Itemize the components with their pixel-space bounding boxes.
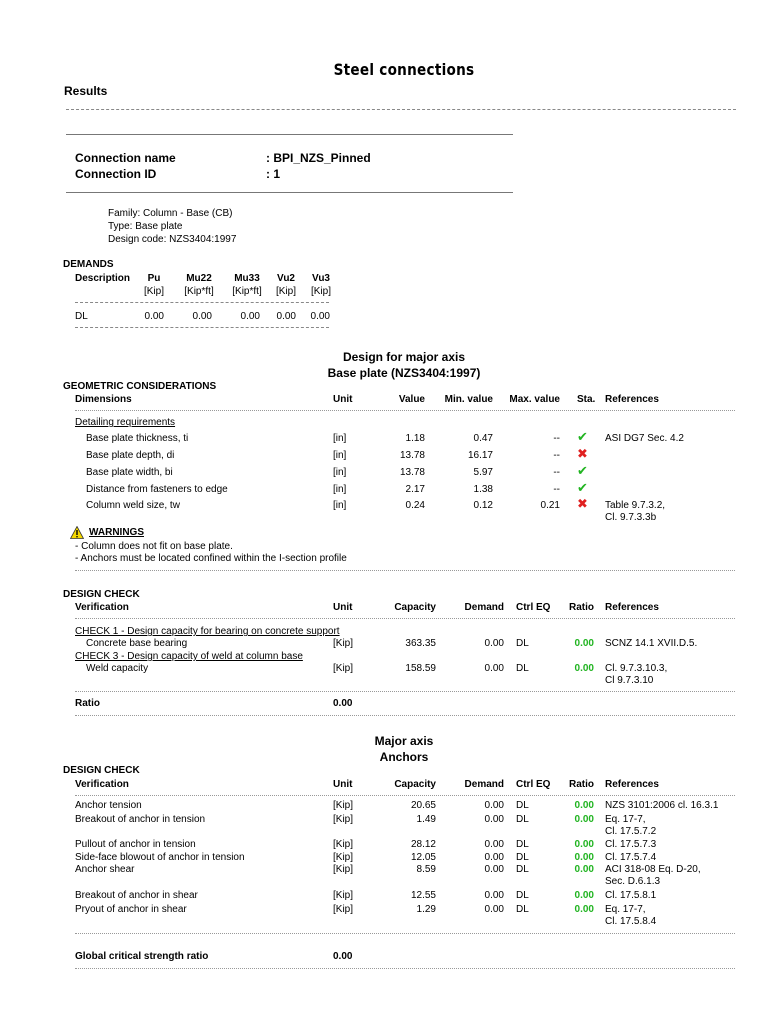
anchor-header-unit: Unit	[333, 779, 353, 790]
divider	[75, 968, 735, 969]
check-reference: Cl 9.7.3.10	[605, 675, 654, 686]
dimension-unit: [in]	[333, 467, 347, 478]
anchor-check-reference: NZS 3101:2006 cl. 16.3.1	[605, 800, 719, 811]
geom-header-status: Sta.	[577, 394, 596, 405]
divider	[75, 570, 735, 571]
anchor-check-demand: 0.00	[484, 839, 504, 850]
major-axis-anchors-title: Major axis	[374, 734, 434, 748]
demands-unit-pu: [Kip]	[143, 286, 164, 297]
geom-header-references: References	[605, 394, 659, 405]
check-mark-icon: ✔	[577, 429, 588, 444]
geom-header-unit: Unit	[333, 394, 353, 405]
demands-unit-mu33: [Kip*ft]	[232, 286, 262, 297]
anchor-check-capacity: 1.29	[416, 904, 436, 915]
divider	[66, 134, 513, 135]
check-ratio: 0.00	[574, 663, 594, 674]
divider	[75, 302, 329, 303]
demands-unit-vu3: [Kip]	[310, 286, 331, 297]
anchor-check-reference: Eq. 17-7,	[605, 814, 646, 825]
major-axis-title: Design for major axis	[342, 350, 466, 364]
anchor-check-demand: 0.00	[484, 852, 504, 863]
demands-header-pu: Pu	[147, 273, 161, 284]
check-unit: [Kip]	[333, 638, 354, 649]
dimension-max: --	[553, 467, 560, 478]
dimension-name: Distance from fasteners to edge	[86, 484, 228, 495]
anchor-header-capacity: Capacity	[394, 779, 436, 790]
ratio-label: Ratio	[75, 698, 100, 709]
dimension-value: 13.78	[399, 467, 425, 478]
anchor-check-reference: Sec. D.6.1.3	[605, 876, 661, 887]
anchor-check-ratio: 0.00	[574, 839, 594, 850]
connection-name-label: Connection name	[75, 151, 176, 165]
dimension-value: 2.17	[405, 484, 425, 495]
anchor-check-name: Side-face blowout of anchor in tension	[75, 852, 245, 863]
design-code-text: Design code: NZS3404:1997	[108, 234, 237, 245]
dimension-name: Column weld size, tw	[86, 500, 180, 511]
dimension-max: 0.21	[540, 500, 560, 511]
anchor-check-ctrl: DL	[516, 890, 529, 901]
check-header-capacity: Capacity	[394, 602, 436, 613]
type-text: Type: Base plate	[108, 221, 183, 232]
anchor-check-demand: 0.00	[484, 864, 504, 875]
anchor-check-name: Anchor shear	[75, 864, 135, 875]
anchor-check-unit: [Kip]	[333, 890, 354, 901]
anchor-check-name: Anchor tension	[75, 800, 142, 811]
anchor-check-unit: [Kip]	[333, 852, 354, 863]
global-ratio-label: Global critical strength ratio	[75, 951, 209, 962]
dimension-unit: [in]	[333, 484, 347, 495]
anchor-check-capacity: 20.65	[410, 800, 436, 811]
dimension-unit: [in]	[333, 450, 347, 461]
demands-header-mu33: Mu33	[234, 273, 260, 284]
warnings-title: WARNINGS	[89, 527, 144, 538]
dimension-unit: [in]	[333, 433, 347, 444]
anchor-header-ratio: Ratio	[569, 779, 594, 790]
demands-unit-vu2: [Kip]	[275, 286, 296, 297]
anchor-header-references: References	[605, 779, 659, 790]
warning-text: - Anchors must be located confined within the I-section profile	[75, 553, 347, 564]
ratio-value: 0.00	[333, 698, 353, 709]
check-header-references: References	[605, 602, 659, 613]
anchor-check-capacity: 12.55	[410, 890, 436, 901]
anchor-header-demand: Demand	[464, 779, 504, 790]
anchor-check-ratio: 0.00	[574, 800, 594, 811]
anchor-check-capacity: 1.49	[416, 814, 436, 825]
anchor-check-ctrl: DL	[516, 800, 529, 811]
demand-cell: 0.00	[192, 311, 212, 322]
demands-unit-mu22: [Kip*ft]	[184, 286, 214, 297]
anchor-check-unit: [Kip]	[333, 814, 354, 825]
warning-icon	[70, 526, 84, 539]
anchor-check-unit: [Kip]	[333, 904, 354, 915]
anchor-check-ratio: 0.00	[574, 864, 594, 875]
dimension-min: 0.47	[473, 433, 493, 444]
demands-header-description: Description	[75, 273, 131, 284]
divider	[75, 618, 735, 619]
page-title: Steel connections	[333, 60, 475, 79]
demands-header-vu2: Vu2	[277, 273, 295, 284]
connection-id-value: : 1	[266, 167, 281, 181]
anchor-check-reference: Cl. 17.5.7.4	[605, 852, 657, 863]
check1-group-label: CHECK 1 - Design capacity for bearing on concrete support	[75, 626, 340, 637]
divider	[75, 933, 735, 934]
divider	[75, 795, 735, 796]
results-heading: Results	[64, 84, 108, 98]
anchor-check-ratio: 0.00	[574, 852, 594, 863]
dimension-max: --	[553, 450, 560, 461]
anchor-check-ratio: 0.00	[574, 814, 594, 825]
check-ctrl: DL	[516, 663, 529, 674]
anchor-check-unit: [Kip]	[333, 800, 354, 811]
anchor-check-demand: 0.00	[484, 890, 504, 901]
check-ratio: 0.00	[574, 638, 594, 649]
check-reference: Cl. 9.7.3.10.3,	[605, 663, 668, 674]
dimension-max: --	[553, 433, 560, 444]
anchor-check-capacity: 28.12	[410, 839, 436, 850]
divider	[75, 410, 735, 411]
anchor-header-verification: Verification	[75, 779, 129, 790]
check-header-ratio: Ratio	[569, 602, 594, 613]
check-header-unit: Unit	[333, 602, 353, 613]
dimension-reference: ASI DG7 Sec. 4.2	[605, 433, 684, 444]
anchor-check-reference: ACI 318-08 Eq. D-20,	[605, 864, 701, 875]
dimension-value: 0.24	[405, 500, 425, 511]
anchor-check-reference: Cl. 17.5.8.1	[605, 890, 657, 901]
geom-header-min: Min. value	[444, 394, 493, 405]
dimension-unit: [in]	[333, 500, 347, 511]
anchor-check-reference: Cl. 17.5.7.2	[605, 826, 657, 837]
check-name: Concrete base bearing	[86, 638, 188, 649]
demand-cell: 0.00	[144, 311, 164, 322]
anchor-check-ratio: 0.00	[574, 890, 594, 901]
check-mark-icon: ✔	[577, 480, 588, 495]
anchor-check-demand: 0.00	[484, 800, 504, 811]
check-demand: 0.00	[484, 638, 504, 649]
check-name: Weld capacity	[86, 663, 149, 674]
anchor-check-demand: 0.00	[484, 814, 504, 825]
check-reference: SCNZ 14.1 XVII.D.5.	[605, 638, 698, 649]
demand-cell: 0.00	[240, 311, 260, 322]
detailing-requirements-label: Detailing requirements	[75, 417, 176, 428]
divider	[75, 327, 329, 328]
anchor-check-capacity: 8.59	[416, 864, 436, 875]
check-header-ctrl: Ctrl EQ	[516, 602, 551, 613]
dimension-value: 13.78	[399, 450, 425, 461]
demands-heading: DEMANDS	[63, 259, 114, 270]
demands-header-vu3: Vu3	[312, 273, 330, 284]
dimension-reference: Cl. 9.7.3.3b	[605, 512, 657, 523]
anchor-check-ctrl: DL	[516, 852, 529, 863]
geom-header-dimensions: Dimensions	[75, 394, 132, 405]
geometric-heading: GEOMETRIC CONSIDERATIONS	[63, 381, 217, 392]
divider	[75, 691, 735, 692]
dimension-min: 0.12	[473, 500, 493, 511]
check3-group-label: CHECK 3 - Design capacity of weld at column base	[75, 651, 303, 662]
anchor-check-name: Breakout of anchor in tension	[75, 814, 206, 825]
anchor-check-ctrl: DL	[516, 904, 529, 915]
anchor-check-unit: [Kip]	[333, 864, 354, 875]
demand-cell: DL	[75, 311, 88, 322]
dimension-reference: Table 9.7.3.2,	[605, 500, 666, 511]
anchor-check-ratio: 0.00	[574, 904, 594, 915]
geom-header-max: Max. value	[509, 394, 560, 405]
anchor-header-ctrl: Ctrl EQ	[516, 779, 551, 790]
dimension-min: 16.17	[467, 450, 493, 461]
check-header-verification: Verification	[75, 602, 129, 613]
anchor-check-unit: [Kip]	[333, 839, 354, 850]
anchor-check-name: Pryout of anchor in shear	[75, 904, 187, 915]
divider	[66, 109, 736, 110]
anchors-title: Anchors	[379, 750, 429, 764]
anchor-check-name: Pullout of anchor in tension	[75, 839, 196, 850]
divider	[66, 192, 513, 193]
anchor-check-ctrl: DL	[516, 864, 529, 875]
check-unit: [Kip]	[333, 663, 354, 674]
dimension-value: 1.18	[405, 433, 425, 444]
base-plate-title: Base plate (NZS3404:1997)	[327, 366, 481, 380]
dimension-name: Base plate thickness, ti	[86, 433, 189, 444]
demands-header-mu22: Mu22	[186, 273, 212, 284]
anchor-check-demand: 0.00	[484, 904, 504, 915]
warning-text: - Column does not fit on base plate.	[75, 541, 233, 552]
geom-header-value: Value	[398, 394, 425, 405]
check-capacity: 158.59	[405, 663, 436, 674]
check-ctrl: DL	[516, 638, 529, 649]
check-demand: 0.00	[484, 663, 504, 674]
anchor-check-capacity: 12.05	[410, 852, 436, 863]
cross-mark-icon: ✖	[577, 446, 588, 461]
check-mark-icon: ✔	[577, 463, 588, 478]
check-capacity: 363.35	[405, 638, 436, 649]
anchors-design-check-heading: DESIGN CHECK	[63, 765, 140, 776]
anchor-check-ctrl: DL	[516, 814, 529, 825]
anchor-check-reference: Eq. 17-7,	[605, 904, 646, 915]
anchor-check-reference: Cl. 17.5.7.3	[605, 839, 657, 850]
dimension-name: Base plate depth, di	[86, 450, 175, 461]
anchor-check-ctrl: DL	[516, 839, 529, 850]
anchor-check-name: Breakout of anchor in shear	[75, 890, 198, 901]
design-check-heading: DESIGN CHECK	[63, 589, 140, 600]
dimension-name: Base plate width, bi	[86, 467, 173, 478]
dimension-min: 5.97	[473, 467, 493, 478]
demand-cell: 0.00	[276, 311, 296, 322]
connection-id-label: Connection ID	[75, 167, 157, 181]
dimension-min: 1.38	[473, 484, 493, 495]
connection-name-value: : BPI_NZS_Pinned	[266, 151, 371, 165]
global-ratio-value: 0.00	[333, 951, 353, 962]
check-header-demand: Demand	[464, 602, 504, 613]
cross-mark-icon: ✖	[577, 496, 588, 511]
demand-cell: 0.00	[310, 311, 330, 322]
dimension-max: --	[553, 484, 560, 495]
divider	[75, 715, 735, 716]
anchor-check-reference: Cl. 17.5.8.4	[605, 916, 657, 927]
family-text: Family: Column - Base (CB)	[108, 208, 233, 219]
